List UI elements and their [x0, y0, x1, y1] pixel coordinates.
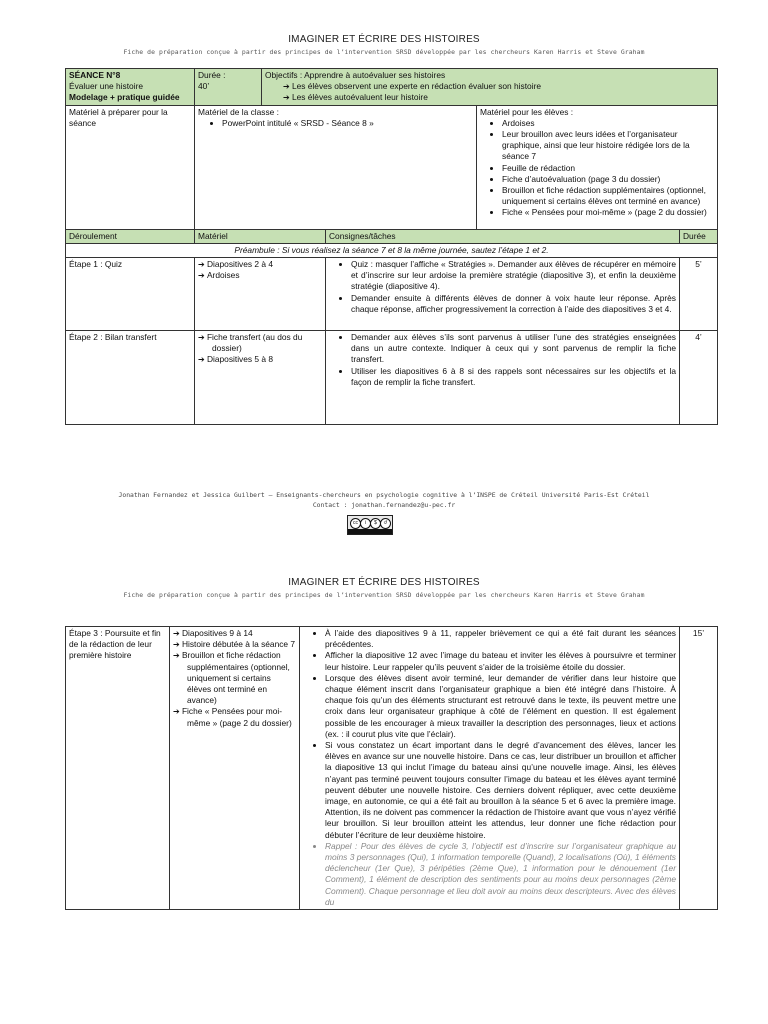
step-consignes [326, 331, 680, 425]
arrow-icon: ➔ [173, 707, 182, 717]
materiel-eleves-item: • Feuille de rédaction [502, 163, 714, 174]
step-materiel-list [173, 628, 296, 729]
step-name: Étape 3 : Poursuite et fin de la rédaction de leur première histoire [66, 627, 170, 910]
objectif-item: ➔ Les élèves observent une experte en rédaction évaluer son histoire [283, 81, 542, 92]
materiel-item: ➔ Brouillon et fiche rédaction supplémentaires (optionnel, uniquement si certains élèves ont terminé en avance) [173, 650, 290, 706]
materiel-classe-list [198, 118, 473, 129]
consigne-item: • Demander ensuite à différents élèves de donner à voix haute leur réponse. Après chaque réponse, afficher progressivement la correction à l’aide des diapositives 3 et 4. [351, 293, 676, 315]
arrow-icon: ➔ [173, 651, 182, 661]
materiel-row [66, 105, 718, 229]
consigne-item: • À l’aide des diapositives 9 à 11, rappeler brièvement ce qui a été fait durant les séances précédentes. [325, 628, 676, 650]
consigne-item: • Utiliser les diapositives 6 à 8 si des rappels sont nécessaires sur les objectifs et la façon de remplir la fiche transfert. [351, 366, 676, 388]
document-title: IMAGINER ET ÉCRIRE DES HISTOIRES [288, 34, 480, 45]
arrow-icon: ➔ [198, 271, 207, 281]
materiel-classe [195, 105, 477, 229]
duree-value: 40’ [198, 81, 210, 92]
cc-license-icon: cc i $ ↺ [347, 515, 393, 535]
materiel-item: ➔ Diapositives 9 à 14 [173, 628, 253, 638]
arrow-icon: ➔ [173, 629, 182, 638]
materiel-eleves [477, 105, 718, 229]
materiel-item: ➔ Diapositives 2 à 4 [198, 259, 274, 270]
materiel-item: ➔ Fiche « Pensées pour moi-même » (page 2 du dossier) [173, 706, 292, 728]
materiel-item: ➔ Diapositives 5 à 8 [198, 354, 274, 365]
materiel-eleves-item: • Leur brouillon avec leurs idées et l’organisateur graphique, ainsi que leur histoire rédigée lors de la séance 7 [502, 129, 714, 163]
col-materiel: Matériel [195, 229, 326, 243]
materiel-seance-label: Matériel à préparer pour la séance [66, 105, 195, 229]
col-consignes: Consignes/tâches [326, 229, 680, 243]
materiel-eleves-item: • Fiche d’autoévaluation (page 3 du dossier) [502, 174, 714, 185]
document-subtitle: Fiche de préparation conçue à partir des principes de l’intervention SRSD développée par les chercheurs Karen Harris et Steve Graham [123, 591, 645, 599]
seance-name: Évaluer une histoire [69, 81, 144, 92]
col-deroulement: Déroulement [66, 229, 195, 243]
step-consignes [326, 258, 680, 331]
arrow-icon: ➔ [173, 640, 182, 650]
step-materiel [195, 331, 326, 425]
materiel-classe-item: • PowerPoint intitulé « SRSD - Séance 8 » [222, 118, 473, 129]
consigne-item: • Afficher la diapositive 12 avec l’image du bateau et inviter les élèves à poursuivre et terminer leur histoire. Leur rappeler qu’ils peuvent s’aider de la troisième étoile du dossier. [325, 650, 676, 672]
col-duree: Durée [680, 229, 718, 243]
step-row [66, 258, 718, 331]
consigne-item: • Si vous constatez un écart important dans le degré d’avancement des élèves, lancer les élèves en avance sur une nouvelle histoire. Dans ce cas, leur distribuer un brouillon et afficher la diapositive 13 qui inclut l’image du bateau ainsi qu’une nouvelle image. Ainsi, les élèves n’ayant pas terminé peuvent toujours consulter l’image du bateau et les élèves ayant terminé peuvent débuter une nouvelle histoire. Ces derniers doivent répliquer, avec cette deuxième image, en autonomie, ce qui a été fait au brouillon à la séance 5 et 6 avec la première image. Attention, ils ne doivent pas commencer la rédaction de l’histoire avant que vous n’ayez vérifié leur brouillon. Si leur brouillon atteint les attendus, leur donner une fiche rédaction pour débuter l’écriture de leur deuxième histoire. [325, 740, 676, 841]
footer-authors: Jonathan Fernandez et Jessica Guilbert – Enseignants-chercheurs en psychologie cognitive à l’INSPE de Créteil Université Paris-Est Créteil [118, 491, 650, 499]
step-name: Étape 2 : Bilan transfert [66, 331, 195, 425]
step-materiel-list [198, 259, 322, 281]
materiel-eleves-list [480, 118, 714, 219]
materiel-eleves-item: • Fiche « Pensées pour moi-même » (page 2 du dossier) [502, 207, 714, 218]
seance-duree [195, 69, 262, 106]
step-row [66, 627, 718, 910]
step-name: Étape 1 : Quiz [66, 258, 195, 331]
materiel-item: ➔ Ardoises [198, 270, 240, 281]
document-subtitle: Fiche de préparation conçue à partir des principes de l’intervention SRSD développée par les chercheurs Karen Harris et Steve Graham [123, 48, 645, 56]
step-consignes-list [329, 259, 676, 315]
step-row [66, 331, 718, 425]
arrow-icon: ➔ [198, 260, 207, 270]
consigne-item: • Lorsque des élèves disent avoir terminé, leur demander de vérifier dans leur histoire que chaque élément inscrit dans l’organisateur graphique a bien été intégré dans l’histoire. À chaque fois qu’un des éléments structurant est retrouvé dans le texte, ils peuvent mettre une croix dans leur organisateur graphique à côté de l’élément en question. Il est également possible de les encourager à mieux travailler la description des personnages, lieux et actions (ex. : il courut plus vite que l’éclair). [325, 673, 676, 740]
step-duree: 15’ [680, 627, 718, 910]
objectif-item: ➔ Les élèves autoévaluent leur histoire [283, 92, 428, 103]
materiel-item: ➔ Fiche transfert (au dos du dossier) [198, 332, 303, 354]
step-duree: 5’ [680, 258, 718, 331]
consigne-item: • Quiz : masquer l’affiche « Stratégies ». Demander aux élèves de récupérer en mémoire et d’inscrire sur leur ardoise la première stratégie (diapositive 3), et enfin la deuxième stratégie (diapositive 4). [351, 259, 676, 293]
seance-mode: Modelage + pratique guidée [69, 92, 180, 103]
page-footer [0, 490, 768, 510]
materiel-eleves-label: Matériel pour les élèves : [480, 106, 574, 117]
step-materiel-list [198, 332, 322, 366]
arrow-icon: ➔ [283, 82, 292, 92]
materiel-classe-label: Matériel de la classe : [198, 106, 279, 117]
preambule-row [66, 243, 718, 257]
materiel-eleves-item: • Ardoises [502, 118, 714, 129]
seance-number: SÉANCE N°8 [69, 70, 121, 80]
step-consignes-list [303, 628, 676, 908]
step-consignes-list [329, 332, 676, 388]
consigne-item: • Demander aux élèves s’ils sont parvenus à utiliser l’une des stratégies enseignées dans un autre contexte. Indiquer à ceux qui y sont parvenus de remplir la fiche transfert. [351, 332, 676, 366]
objectifs-list [265, 81, 714, 103]
page-header [0, 577, 768, 599]
footer-contact: Contact : jonathan.fernandez@u-pec.fr [312, 501, 456, 509]
materiel-eleves-item: • Brouillon et fiche rédaction supplémentaires (optionnel, uniquement si certains élèves ont terminé en avance) [502, 185, 714, 207]
preambule: Préambule : Si vous réalisez la séance 7 et 8 la même journée, sautez l’étape 1 et 2. [66, 243, 718, 257]
arrow-icon: ➔ [283, 93, 292, 103]
page-header [0, 34, 768, 56]
columns-header-row [66, 229, 718, 243]
rappel-item: • Rappel : Pour des élèves de cycle 3, l’objectif est d’inscrire sur l’organisateur graphique au moins 3 personnages (Qui), 1 information temporelle (Quand), 2 localisations (Où), 1 éléments déclencheur (1er Que), 3 péripéties (2ème Que), 1 information pour le dénouement (1er Comment), 1 élément de description des sentiments pour au moins deux personnages (2ème Comment). Chaque personnage et lieu doit avoir au moins deux descripteurs. Avec des élèves du [325, 841, 676, 908]
arrow-icon: ➔ [198, 355, 207, 365]
seance-header-row [66, 69, 718, 106]
step-materiel [170, 627, 300, 910]
step-consignes [300, 627, 680, 910]
seance-info [66, 69, 195, 106]
duree-label: Durée : [198, 70, 226, 80]
objectifs-label: Objectifs : Apprendre à autoévaluer ses histoires [265, 70, 446, 80]
arrow-icon: ➔ [198, 333, 207, 343]
seance-table [65, 68, 718, 425]
seance-objectifs [262, 69, 718, 106]
step-duree: 4’ [680, 331, 718, 425]
document-title: IMAGINER ET ÉCRIRE DES HISTOIRES [288, 577, 480, 588]
step-materiel [195, 258, 326, 331]
materiel-item: ➔ Histoire débutée à la séance 7 [173, 639, 296, 650]
seance-table-continued [65, 626, 718, 910]
